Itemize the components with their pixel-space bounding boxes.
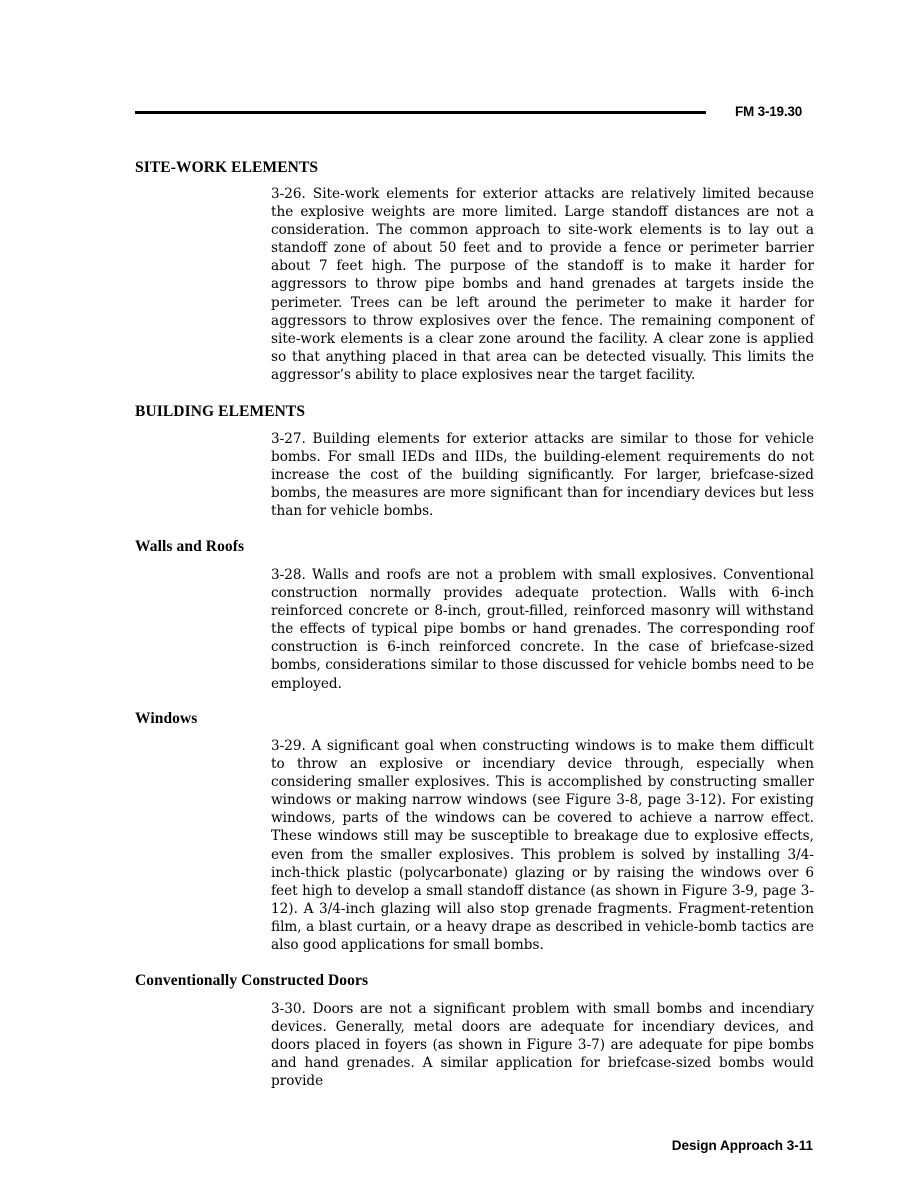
section-heading-site-work: SITE-WORK ELEMENTS [135, 159, 319, 176]
paragraph-3-27: 3-27. Building elements for exterior attacks are similar to those for vehicle bombs. For small IEDs and IIDs, the building-element requirements do not increase the cost of the building significantly. For larger, briefcase-sized bombs, the measures are more significant than for incendiary devices but less than for vehicle bombs. [271, 431, 814, 520]
header-rule [135, 111, 706, 114]
subheading-conventionally-constructed-doors: Conventionally Constructed Doors [135, 972, 369, 989]
document-id: FM 3-19.30 [735, 104, 803, 119]
paragraph-3-26: 3-26. Site-work elements for exterior attacks are relatively limited because the explosive weights are more limited. Large standoff distances are not a consideration. The common approach to site-work elements is to lay out a standoff zone of about 50 feet and to provide a fence or perimeter barrier about 7 feet high. The purpose of the standoff is to make it harder for aggressors to throw pipe bombs and hand grenades at targets inside the perimeter. Trees can be left around the perimeter to make it harder for aggressors to throw explosives over the fence. The remaining component of site-work elements is a clear zone around the facility. A clear zone is applied so that anything placed in that area can be detected visually. This limits the aggressor’s ability to place explosives near the target facility. [271, 186, 814, 383]
subheading-walls-and-roofs: Walls and Roofs [135, 538, 245, 555]
paragraph-3-29: 3-29. A significant goal when constructing windows is to make them difficult to throw an explosive or incendiary device through, especially when considering smaller explosives. This is accomplished by constructing smaller windows or making narrow windows (see Figure 3-8, page 3-12). For existing windows, parts of the windows can be covered to achieve a narrow effect. These windows still may be susceptible to breakage due to explosive effects, even from the smaller explosives. This problem is solved by installing 3/4-inch-thick plastic (polycarbonate) glazing or by raising the windows over 6 feet high to develop a small standoff distance (as shown in Figure 3-9, page 3-12). A 3/4-inch glazing will also stop grenade fragments. Fragment-retention film, a blast curtain, or a heavy drape as described in vehicle-bomb tactics are also good applications for small bombs. [271, 738, 814, 954]
paragraph-3-28: 3-28. Walls and roofs are not a problem with small explosives. Conventional construction normally provides adequate protection. Walls with 6-inch reinforced concrete or 8-inch, grout-filled, reinforced masonry will withstand the effects of typical pipe bombs or hand grenades. The corresponding roof construction is 6-inch reinforced concrete. In the case of briefcase-sized bombs, considerations similar to those discussed for vehicle bombs need to be employed. [271, 567, 814, 692]
paragraph-3-30: 3-30. Doors are not a significant problem with small bombs and incendiary devices. Generally, metal doors are adequate for incendiary devices, and doors placed in foyers (as shown in Figure 3-7) are adequate for pipe bombs and hand grenades. A similar application for briefcase-sized bombs would provide [271, 1001, 814, 1090]
page-footer: Design Approach 3-11 [671, 1138, 813, 1153]
section-heading-building-elements: BUILDING ELEMENTS [135, 403, 306, 420]
subheading-windows: Windows [135, 710, 198, 727]
